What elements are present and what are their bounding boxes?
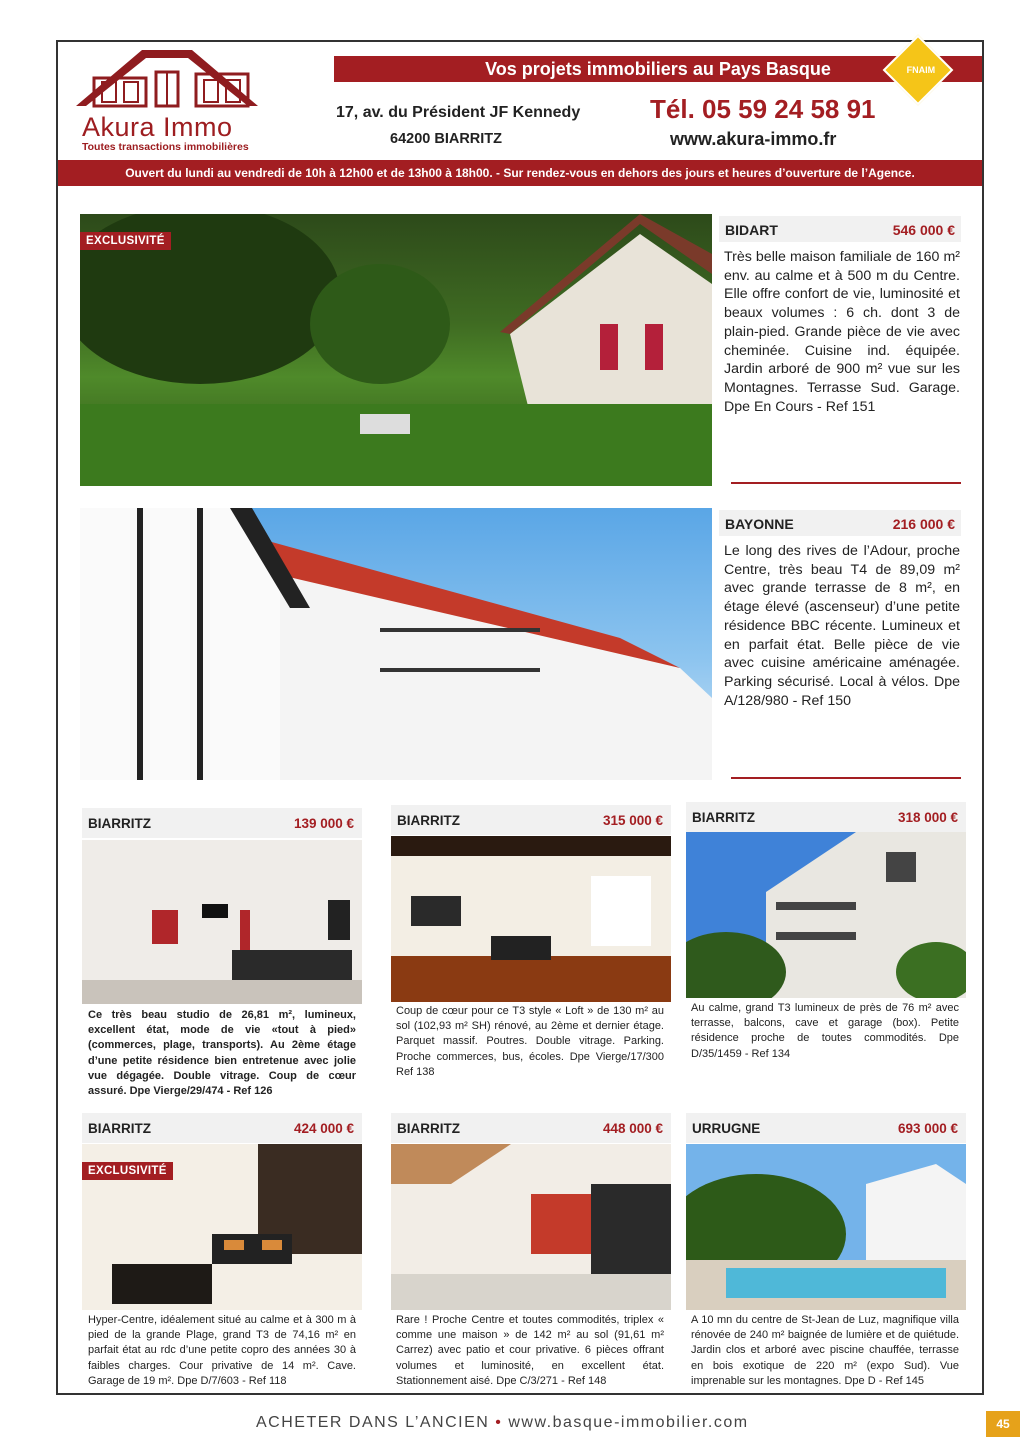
- banner-title: Vos projets immobiliers au Pays Basque: [334, 56, 982, 82]
- listing-header: [686, 802, 966, 832]
- listing-header: [82, 1113, 362, 1143]
- listing-price: 546 000 €: [892, 222, 955, 238]
- listing-price: 318 000 €: [897, 810, 958, 825]
- logo-name: Akura Immo: [82, 112, 233, 142]
- footer-section: ACHETER DANS L’ANCIEN: [256, 1414, 490, 1431]
- footer-website-link[interactable]: www.basque-immobilier.com: [508, 1414, 749, 1431]
- villa-pool-illustration: [686, 1144, 966, 1310]
- property-photo[interactable]: [82, 1144, 362, 1310]
- listing-price: 424 000 €: [293, 1121, 354, 1136]
- property-photo[interactable]: [391, 1144, 671, 1310]
- opening-hours-bar: Ouvert du lundi au vendredi de 10h à 12h00 et de 13h00 à 18h00. - Sur rendez-vous en dehors des jours et heures d’ouverture de l’Agence.: [58, 160, 982, 186]
- listing-city: BIARRITZ: [88, 1121, 151, 1136]
- listing-description: Hyper-Centre, idéalement situé au calme et à 300 m à pied de la grande Plage, grand T3 de 74,16 m² en parfait état au rdc d’une petite copro des années 30 à faibles charges. Cour privative de 14 m². Cave. Garage de 19 m². Dpe D/7/603 - Ref 118: [88, 1314, 356, 1387]
- property-photo[interactable]: [686, 1144, 966, 1310]
- listing-city: BIARRITZ: [692, 810, 755, 825]
- listing-city: BIARRITZ: [397, 1121, 460, 1136]
- listing-header: [391, 805, 671, 835]
- page-number: 45: [986, 1411, 1020, 1437]
- listing-city: BIDART: [725, 222, 778, 238]
- logo-tagline: Toutes transactions immobilières: [82, 141, 249, 153]
- fnaim-badge: FNAIM: [883, 35, 954, 106]
- listing-description: A 10 mn du centre de St-Jean de Luz, magnifique villa rénovée de 240 m² baignée de lumière et de quiétude. Jardin clos et arboré avec piscine chauffée, terrasse en bois exotique de 220 m² (expo Sud). Vue imprenable sur les montagnes. Dpe D - Ref 145: [691, 1314, 959, 1387]
- listing-header-bidart: [719, 216, 961, 242]
- footer-separator: •: [495, 1414, 503, 1431]
- divider: [731, 482, 961, 484]
- loft-interior-illustration: [391, 836, 671, 1002]
- footer-tagline: [256, 1414, 749, 1432]
- property-photo-bidart[interactable]: [80, 214, 712, 486]
- garden-house-illustration: [80, 214, 712, 486]
- agency-website-link[interactable]: www.akura-immo.fr: [670, 129, 837, 149]
- listing-description: Au calme, grand T3 lumineux de près de 76 m² avec terrasse, balcons, cave et garage (box). Petite résidence proche de toutes commodités. Dpe D/35/1459 - Ref 134: [691, 1002, 959, 1060]
- listing-city: BIARRITZ: [88, 816, 151, 831]
- exclusive-badge: EXCLUSIVITÉ: [82, 1162, 173, 1180]
- listing-description: Très belle maison familiale de 160 m² env. au calme et à 500 m du Centre. Elle offre confort de vie, luminosité et beaux volumes : 6 ch. dont 3 de plain-pied. Grande pièce de vie avec cheminée. Cuisine ind. équipée. Jardin arboré de 900 m² vue sur les Montagnes. Terrasse Sud. Garage. Dpe En Cours - Ref 151: [724, 249, 960, 415]
- listing-header-bayonne: [719, 510, 961, 536]
- listing-city: BAYONNE: [725, 516, 794, 532]
- agency-address-city: 64200 BIARRITZ: [390, 131, 503, 147]
- listing-city: BIARRITZ: [397, 813, 460, 828]
- apartment-building-illustration: [80, 508, 712, 780]
- agency-phone[interactable]: Tél. 05 59 24 58 91: [650, 94, 876, 124]
- divider: [731, 777, 961, 779]
- listing-description: Coup de cœur pour ce T3 style « Loft » de 130 m² au sol (102,93 m² SH) rénové, au 2ème et dernier étage. Parquet massif. Poutres. Double vitrage. Parking. Proche commerces, bus, écoles. Dpe Vierge/17/300 Ref 138: [396, 1005, 664, 1078]
- listing-price: 315 000 €: [602, 813, 663, 828]
- listing-header: [686, 1113, 966, 1143]
- listing-description: Le long des rives de l’Adour, proche Centre, très beau T4 de 89,09 m² avec grande terrasse de 8 m², en étage élevé (ascenseur) d’une petite résidence BBC récente. Lumineux et en parfait état. Belle pièce de vie avec cuisine américaine aménagée. Parking sécurisé. Local à vélos. Dpe A/128/980 - Ref 150: [724, 543, 960, 709]
- property-photo-bayonne[interactable]: [80, 508, 712, 780]
- property-photo[interactable]: [82, 840, 362, 1004]
- agency-address-street: 17, av. du Président JF Kennedy: [336, 104, 581, 121]
- property-photo[interactable]: [686, 832, 966, 998]
- listing-header: [391, 1113, 671, 1143]
- listing-header: [82, 808, 362, 838]
- residence-exterior-illustration: [686, 832, 966, 998]
- listing-price: 693 000 €: [897, 1121, 958, 1136]
- property-photo[interactable]: [391, 836, 671, 1002]
- studio-interior-illustration: [82, 840, 362, 1004]
- listing-description: Ce très beau studio de 26,81 m², lumineux, excellent état, mode de vie «tout à pied» (commerces, plage, transports). Au 2ème étage d’une petite résidence bien entretenue avec jolie vue dégagée. Double vitrage. Coup de cœur assuré. Dpe Vierge/29/474 - Ref 126: [88, 1009, 356, 1098]
- kitchen-interior-illustration: [391, 1144, 671, 1310]
- listing-price: 139 000 €: [293, 816, 354, 831]
- exclusive-badge: EXCLUSIVITÉ: [80, 232, 171, 250]
- listing-price: 216 000 €: [892, 516, 955, 532]
- listing-city: URRUGNE: [692, 1121, 761, 1136]
- listing-description: Rare ! Proche Centre et toutes commodités, triplex « comme une maison » de 142 m² au sol (91,61 m² Carrez) avec patio et cour privative. 6 pièces offrant volumes et luminosité, en excellent état. Stationnement aisé. Dpe C/3/271 - Ref 148: [396, 1314, 664, 1387]
- listing-price: 448 000 €: [602, 1121, 663, 1136]
